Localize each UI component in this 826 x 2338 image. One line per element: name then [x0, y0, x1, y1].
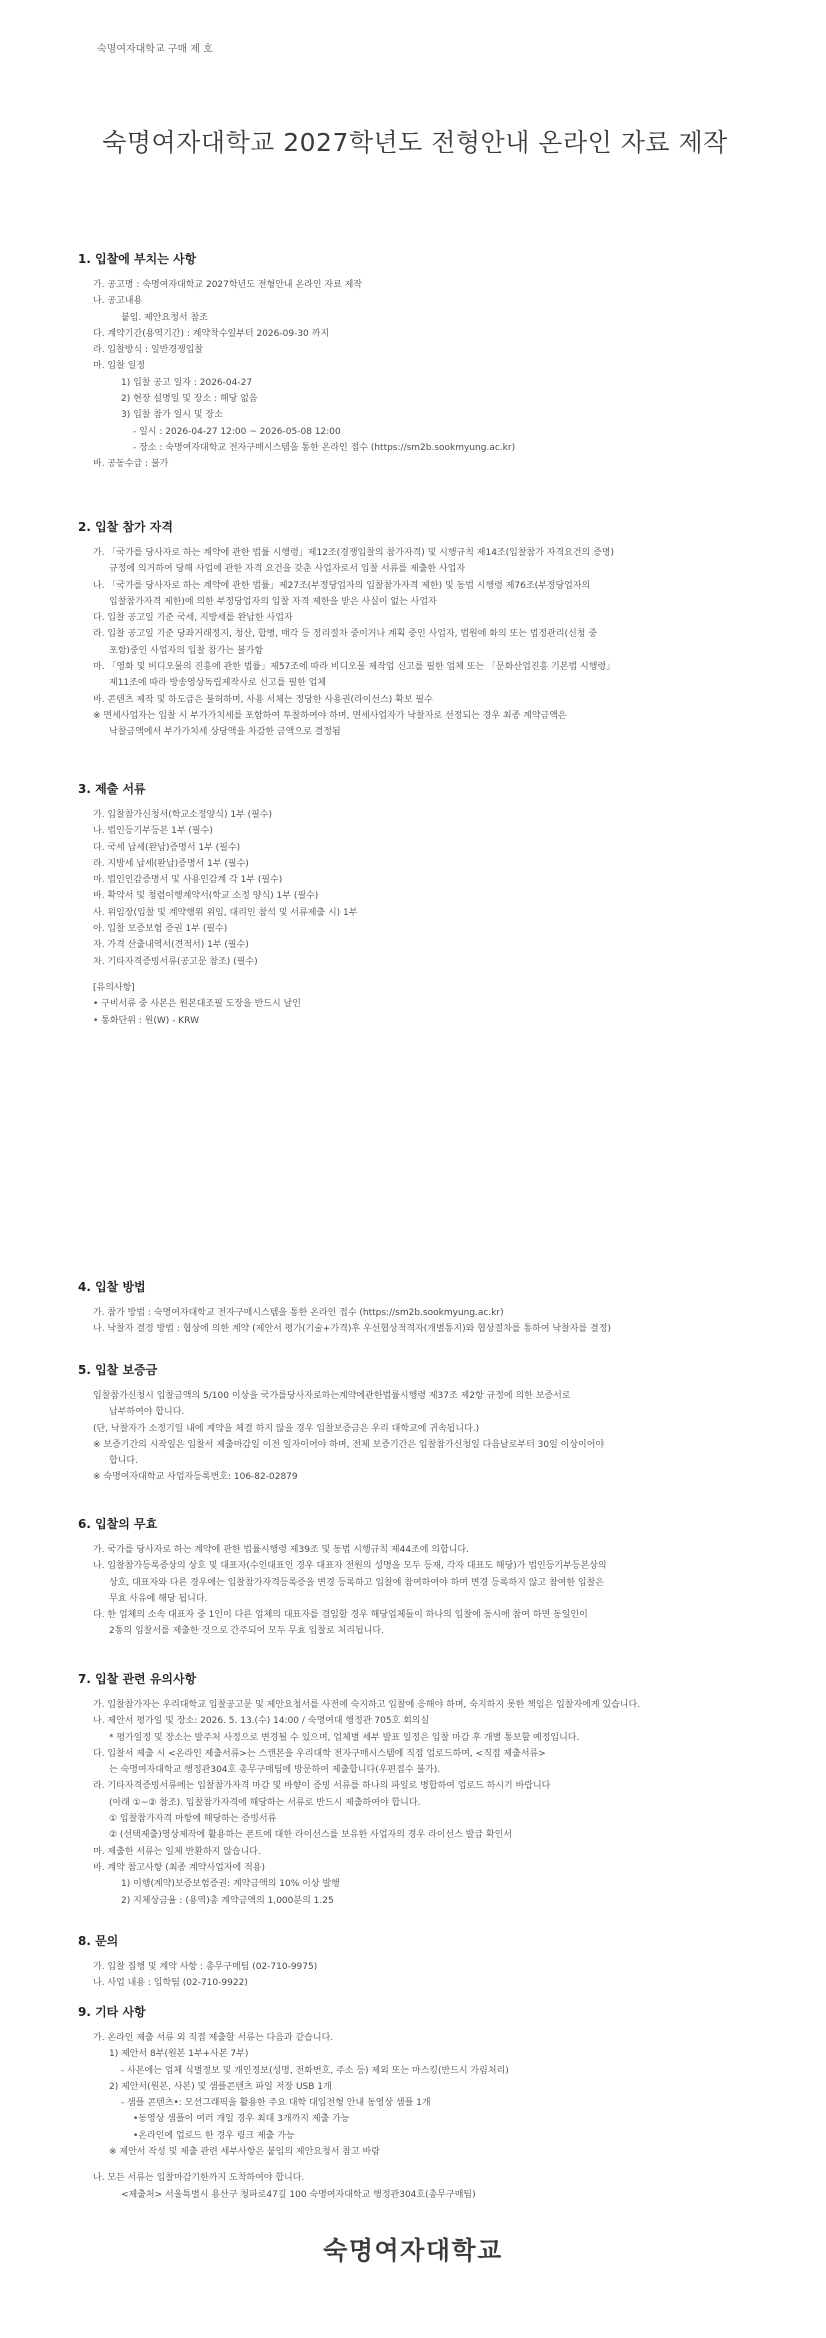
section-line: 가. 온라인 제출 서류 외 직접 제출할 서류는 다음과 같습니다. [93, 2033, 334, 2043]
section-line: (단, 낙찰자가 소정기일 내에 계약을 체결 하지 않을 경우 입찰보증금은 우리 대학교에 귀속됩니다.) [93, 1423, 480, 1434]
section-line: 규정에 의거하여 당해 사업에 관한 자격 요건을 갖춘 사업자로서 입찰 서류를 제출한 사업자 [109, 564, 466, 575]
section-heading: 1. 입찰에 부치는 사항 [78, 252, 197, 266]
section-line: ※ 숙명여자대학교 사업자등록번호: 106-82-02879 [93, 1472, 298, 1483]
section-body [78, 545, 778, 741]
university-name-footer: 숙명여자대학교 [323, 2236, 503, 2265]
spacer [78, 970, 778, 980]
section-line: 바. 계약 참고사항 (최종 계약사업자에 적용) [93, 1862, 265, 1873]
section-line: 나. 법인등기부등본 1부 (필수) [93, 826, 213, 837]
section-line: 바. 콘텐츠 제작 및 하도급은 불허하며, 사용 서체는 정당한 사용권(라이선스) 확보 필수 [93, 694, 433, 705]
section-heading: 8. 문의 [78, 1934, 119, 1948]
section-heading: 9. 기타 사항 [78, 2005, 146, 2019]
section-line: 가. 「국가를 당사자로 하는 계약에 관한 법률 시행령」제12조(경쟁입찰의 참가자격) 및 시행규칙 제14조(입찰참가 자격요건의 증명) [93, 548, 615, 558]
section-bidding-items [78, 250, 778, 473]
section-line: 가. 공고명 : 숙명여자대학교 2027학년도 전형안내 온라인 자료 제작 [93, 280, 363, 290]
section-line: 나. 모든 서류는 입찰마감기한까지 도착하여야 합니다. [93, 2173, 305, 2184]
section-line: 가. 입찰 집행 및 계약 사항 : 총무구매팀 (02-710-9975) [93, 1962, 318, 1972]
section-heading: 5. 입찰 보증금 [78, 1363, 158, 1377]
section-line: 가. 입찰참가자는 우리대학교 입찰공고문 및 제안요청서를 사전에 숙지하고 입찰에 응해야 하며, 숙지하지 못한 책임은 입찰자에게 있습니다. [93, 1700, 641, 1710]
section-body [78, 807, 778, 1029]
section-line: • 통화단위 : 원(W) - KRW [93, 1015, 199, 1026]
section-line: (아래 ①~② 참조). 입찰참가자격에 해당하는 서류로 반드시 제출하여야 합니다. [109, 1797, 421, 1808]
section-line: 무효 사유에 해당 됩니다. [109, 1593, 208, 1604]
section-line: 다. 한 업체의 소속 대표자 중 1인이 다른 업체의 대표자를 겸임할 경우 해당업체들이 하나의 입찰에 동시에 참여 하면 동일인이 [93, 1610, 588, 1621]
section-line: 포함)중인 사업자의 입찰 참가는 불가함 [109, 645, 264, 656]
page-title: 숙명여자대학교 2027학년도 전형안내 온라인 자료 제작 [102, 127, 728, 157]
spacer [78, 2160, 778, 2170]
section-body [78, 1697, 778, 1909]
section-line: ※ 면세사업자는 입찰 시 부가가치세를 포함하여 투찰하여야 하며, 면세사업자가 낙찰자로 선정되는 경우 최종 계약금액은 [93, 710, 567, 721]
section-heading: 7. 입찰 관련 유의사항 [78, 1672, 197, 1686]
section-heading: 6. 입찰의 무효 [78, 1517, 158, 1531]
section-line: 3) 입찰 참가 일시 및 장소 [121, 410, 223, 421]
section-line: 1) 입찰 공고 일자 : 2026-04-27 [121, 377, 253, 388]
section-line: 바. 공동수급 : 불가 [93, 459, 169, 470]
section-line: 나. 공고내용 [93, 296, 143, 307]
section-line: - 샘플 콘텐츠•: 모션그래픽을 활용한 주요 대학 대입전형 안내 동영상 샘플 1개 [121, 2098, 431, 2109]
section-line: 제11조에 따라 방송영상독립제작사로 신고를 필한 업체 [109, 678, 327, 689]
section-line: 는 숙명여자대학교 행정관304호 총무구매팀에 방문하여 제출합니다(우편접수 불가). [109, 1765, 441, 1776]
section-line: 입찰참가신청시 입찰금액의 5/100 이상을 국가를당사자로하는계약에관한법률시행령 제37조 제2항 규정에 의한 보증서로 [93, 1391, 571, 1401]
section-line: 납부하여야 합니다. [109, 1407, 185, 1418]
section-bid-bond [78, 1361, 778, 1486]
section-line: ② (선택제출)영상제작에 활용하는 폰트에 대한 라이선스를 보유한 사업자의 경우 라이선스 발급 확인서 [109, 1830, 513, 1841]
section-line: 2) 현장 설명일 및 장소 : 해당 없음 [121, 394, 258, 405]
section-line: - 장소 : 숙명여자대학교 전자구매시스템을 통한 온라인 접수 (https://sm2b.sookmyung.ac.kr) [133, 442, 516, 453]
section-line: - 일시 : 2026-04-27 12:00 ~ 2026-05-08 12:00 [133, 426, 341, 437]
section-line: 아. 입찰 보증보험 증권 1부 (필수) [93, 924, 228, 935]
section-line: 마. 입찰 일정 [93, 361, 146, 372]
section-line: 바. 확약서 및 청렴이행계약서(학교 소정 양식) 1부 (필수) [93, 891, 319, 902]
section-line: <제출처> 서울특별시 용산구 청파로47길 100 숙명여자대학교 행정관304호(총무구매팀) [121, 2189, 476, 2200]
section-invalid-bids [78, 1515, 778, 1640]
section-line: - 사본에는 업체 식별정보 및 개인정보(성명, 전화번호, 주소 등) 제외 또는 마스킹(반드시 가림처리) [121, 2065, 509, 2076]
section-line: 나. 제안서 평가일 및 장소: 2026. 5. 13.(수) 14:00 / 숙명여대 행정관 705호 회의실 [93, 1716, 430, 1727]
section-line: 합니다. [109, 1456, 138, 1467]
section-heading: 4. 입찰 방법 [78, 1280, 146, 1294]
section-line: 나. 입찰참가등록증상의 상호 및 대표자(수인대표인 경우 대표자 전원의 성명을 모두 등재, 각자 대표도 해당)가 법인등기부등본상의 [93, 1561, 607, 1572]
section-line: 다. 입찰 공고일 기준 국세, 지방세를 완납한 사업자 [93, 613, 293, 624]
section-line: •동영상 샘플이 여러 개일 경우 최대 3개까지 제출 가능 [133, 2114, 350, 2125]
section-body [78, 1959, 778, 1992]
section-body [78, 1542, 778, 1640]
section-bidding-method [78, 1278, 778, 1338]
section-line: 가. 참가 방법 : 숙명여자대학교 전자구매시스템을 통한 온라인 접수 (https://sm2b.sookmyung.ac.kr) [93, 1308, 504, 1318]
section-heading: 3. 제출 서류 [78, 782, 146, 796]
section-line: 다. 국세 납세(완납)증명서 1부 (필수) [93, 842, 241, 853]
section-line: 마. 제출한 서류는 일체 반환하지 않습니다. [93, 1846, 261, 1857]
section-line: • 구비서류 중 사본은 원본대조필 도장을 반드시 날인 [93, 999, 301, 1010]
section-line: 나. 사업 내용 : 입학팀 (02-710-9922) [93, 1978, 248, 1989]
section-line: 1) 제안서 8부(원본 1부+사본 7부) [109, 2049, 249, 2060]
section-line: 차. 기타자격증빙서류(공고문 참조) (필수) [93, 956, 258, 967]
section-line: 2통의 입찰서를 제출한 것으로 간주되어 모두 무효 입찰로 처리됩니다. [109, 1626, 384, 1637]
section-line: 마. 「영화 및 비디오물의 진흥에 관한 법률」제57조에 따라 비디오물 제작업 신고를 필한 업체 또는 「문화산업진흥 기본법 시행령」 [93, 662, 616, 673]
section-line: 라. 입찰방식 : 일반경쟁입찰 [93, 345, 204, 356]
section-line: 나. 「국가를 당사자로 하는 계약에 관한 법률」제27조(부정당업자의 입찰참가자격 제한) 및 동법 시행령 제76조(부정당업자의 [93, 580, 591, 591]
section-eligibility [78, 518, 778, 741]
section-line: 다. 계약기간(용역기간) : 계약착수일부터 2026-09-30 까지 [93, 328, 330, 339]
section-line: 상호, 대표자와 다른 경우에는 입찰참가자격등록증을 변경 등록하고 입찰에 참여하여야 하며 변경 등록하지 않고 참여한 입찰은 [109, 1577, 605, 1588]
section-line: 가. 국가를 당사자로 하는 계약에 관한 법률시행령 제39조 및 동법 시행규칙 제44조에 의합니다. [93, 1545, 469, 1555]
section-line: ① 입찰참가자격 마항에 해당하는 증빙서류 [109, 1814, 277, 1825]
section-line: 붙임. 제안요청서 참조 [121, 312, 208, 323]
section-body [78, 2030, 778, 2203]
section-line: 낙찰금액에서 부가가치세 상당액을 차감한 금액으로 결정됨 [109, 727, 341, 738]
section-other-matters [78, 2003, 778, 2203]
section-line: 라. 기타자격증빙서류에는 입찰참가자격 마감 및 바향이 증빙 서류를 하나의 파일로 병합하여 업로드 하시기 바랍니다 [93, 1781, 551, 1792]
section-line: ※ 제안서 작성 및 제출 관련 세부사항은 붙임의 제안요청서 참고 바람 [109, 2147, 380, 2158]
section-line: 2) 지체상금율 : (용역)총 계약금액의 1,000분의 1.25 [121, 1895, 334, 1906]
section-line: 라. 입찰 공고일 기준 당좌거래정지, 청산, 합병, 매각 등 정리절차 중이거나 계획 중인 사업자, 법원에 화의 또는 법정관리(신청 중 [93, 629, 598, 640]
section-precautions [78, 1670, 778, 1909]
section-line: 입찰참가자격 제한)에 의한 부정당업자의 입찰 자격 제한을 받은 사실이 없는 사업자 [109, 596, 437, 607]
section-line: •온라인에 업로드 한 경우 링크 제출 가능 [133, 2130, 295, 2141]
section-inquiries [78, 1932, 778, 1992]
section-required-documents [78, 780, 778, 1029]
section-line: 가. 입찰참가신청서(학교소정양식) 1부 (필수) [93, 810, 273, 820]
section-line: 2) 제안서(원본, 사본) 및 샘플콘텐츠 파일 저장 USB 1개 [109, 2081, 332, 2092]
section-line: ※ 보증기간의 시작일은 입찰서 제출마감일 이전 일자이어야 하며, 전체 보증기간은 입찰참가신청일 다음날로부터 30일 이상이어야 [93, 1439, 605, 1450]
section-line: 자. 가격 산출내역서(견적서) 1부 (필수) [93, 940, 249, 951]
section-line: 다. 입찰서 제출 시 <온라인 제출서류>는 스캔본을 우리대학 전자구매시스템에 직접 업로드하며, <직접 제출서류> [93, 1748, 546, 1759]
section-line: 라. 지방세 납세(완납)증명서 1부 (필수) [93, 858, 249, 869]
section-line: 사. 위임장(입찰 및 계약행위 위임, 대리인 참석 및 서류제출 시) 1부 [93, 907, 358, 918]
section-line: * 평가일정 및 장소는 발주처 사정으로 변경될 수 있으며, 업체별 세부 발표 일정은 입찰 마감 후 개별 통보할 예정입니다. [109, 1732, 580, 1743]
section-body [78, 277, 778, 473]
section-line: 마. 법인인감증명서 및 사용인감계 각 1부 (필수) [93, 875, 283, 886]
section-line: 1) 이행(계약)보증보험증권: 계약금액의 10% 이상 발행 [121, 1879, 340, 1890]
document-number: 숙명여자대학교 구매 제 호 [97, 44, 213, 55]
section-line: 나. 낙찰자 결정 방법 : 협상에 의한 계약 (제안서 평가(기술+가격)후 우선협상적격자(개별통지)와 협상절차를 통하여 낙찰자를 결정) [93, 1324, 611, 1335]
section-line: [유의사항] [93, 982, 135, 993]
section-body [78, 1388, 778, 1486]
section-heading: 2. 입찰 참가 자격 [78, 520, 173, 534]
section-body [78, 1305, 778, 1338]
